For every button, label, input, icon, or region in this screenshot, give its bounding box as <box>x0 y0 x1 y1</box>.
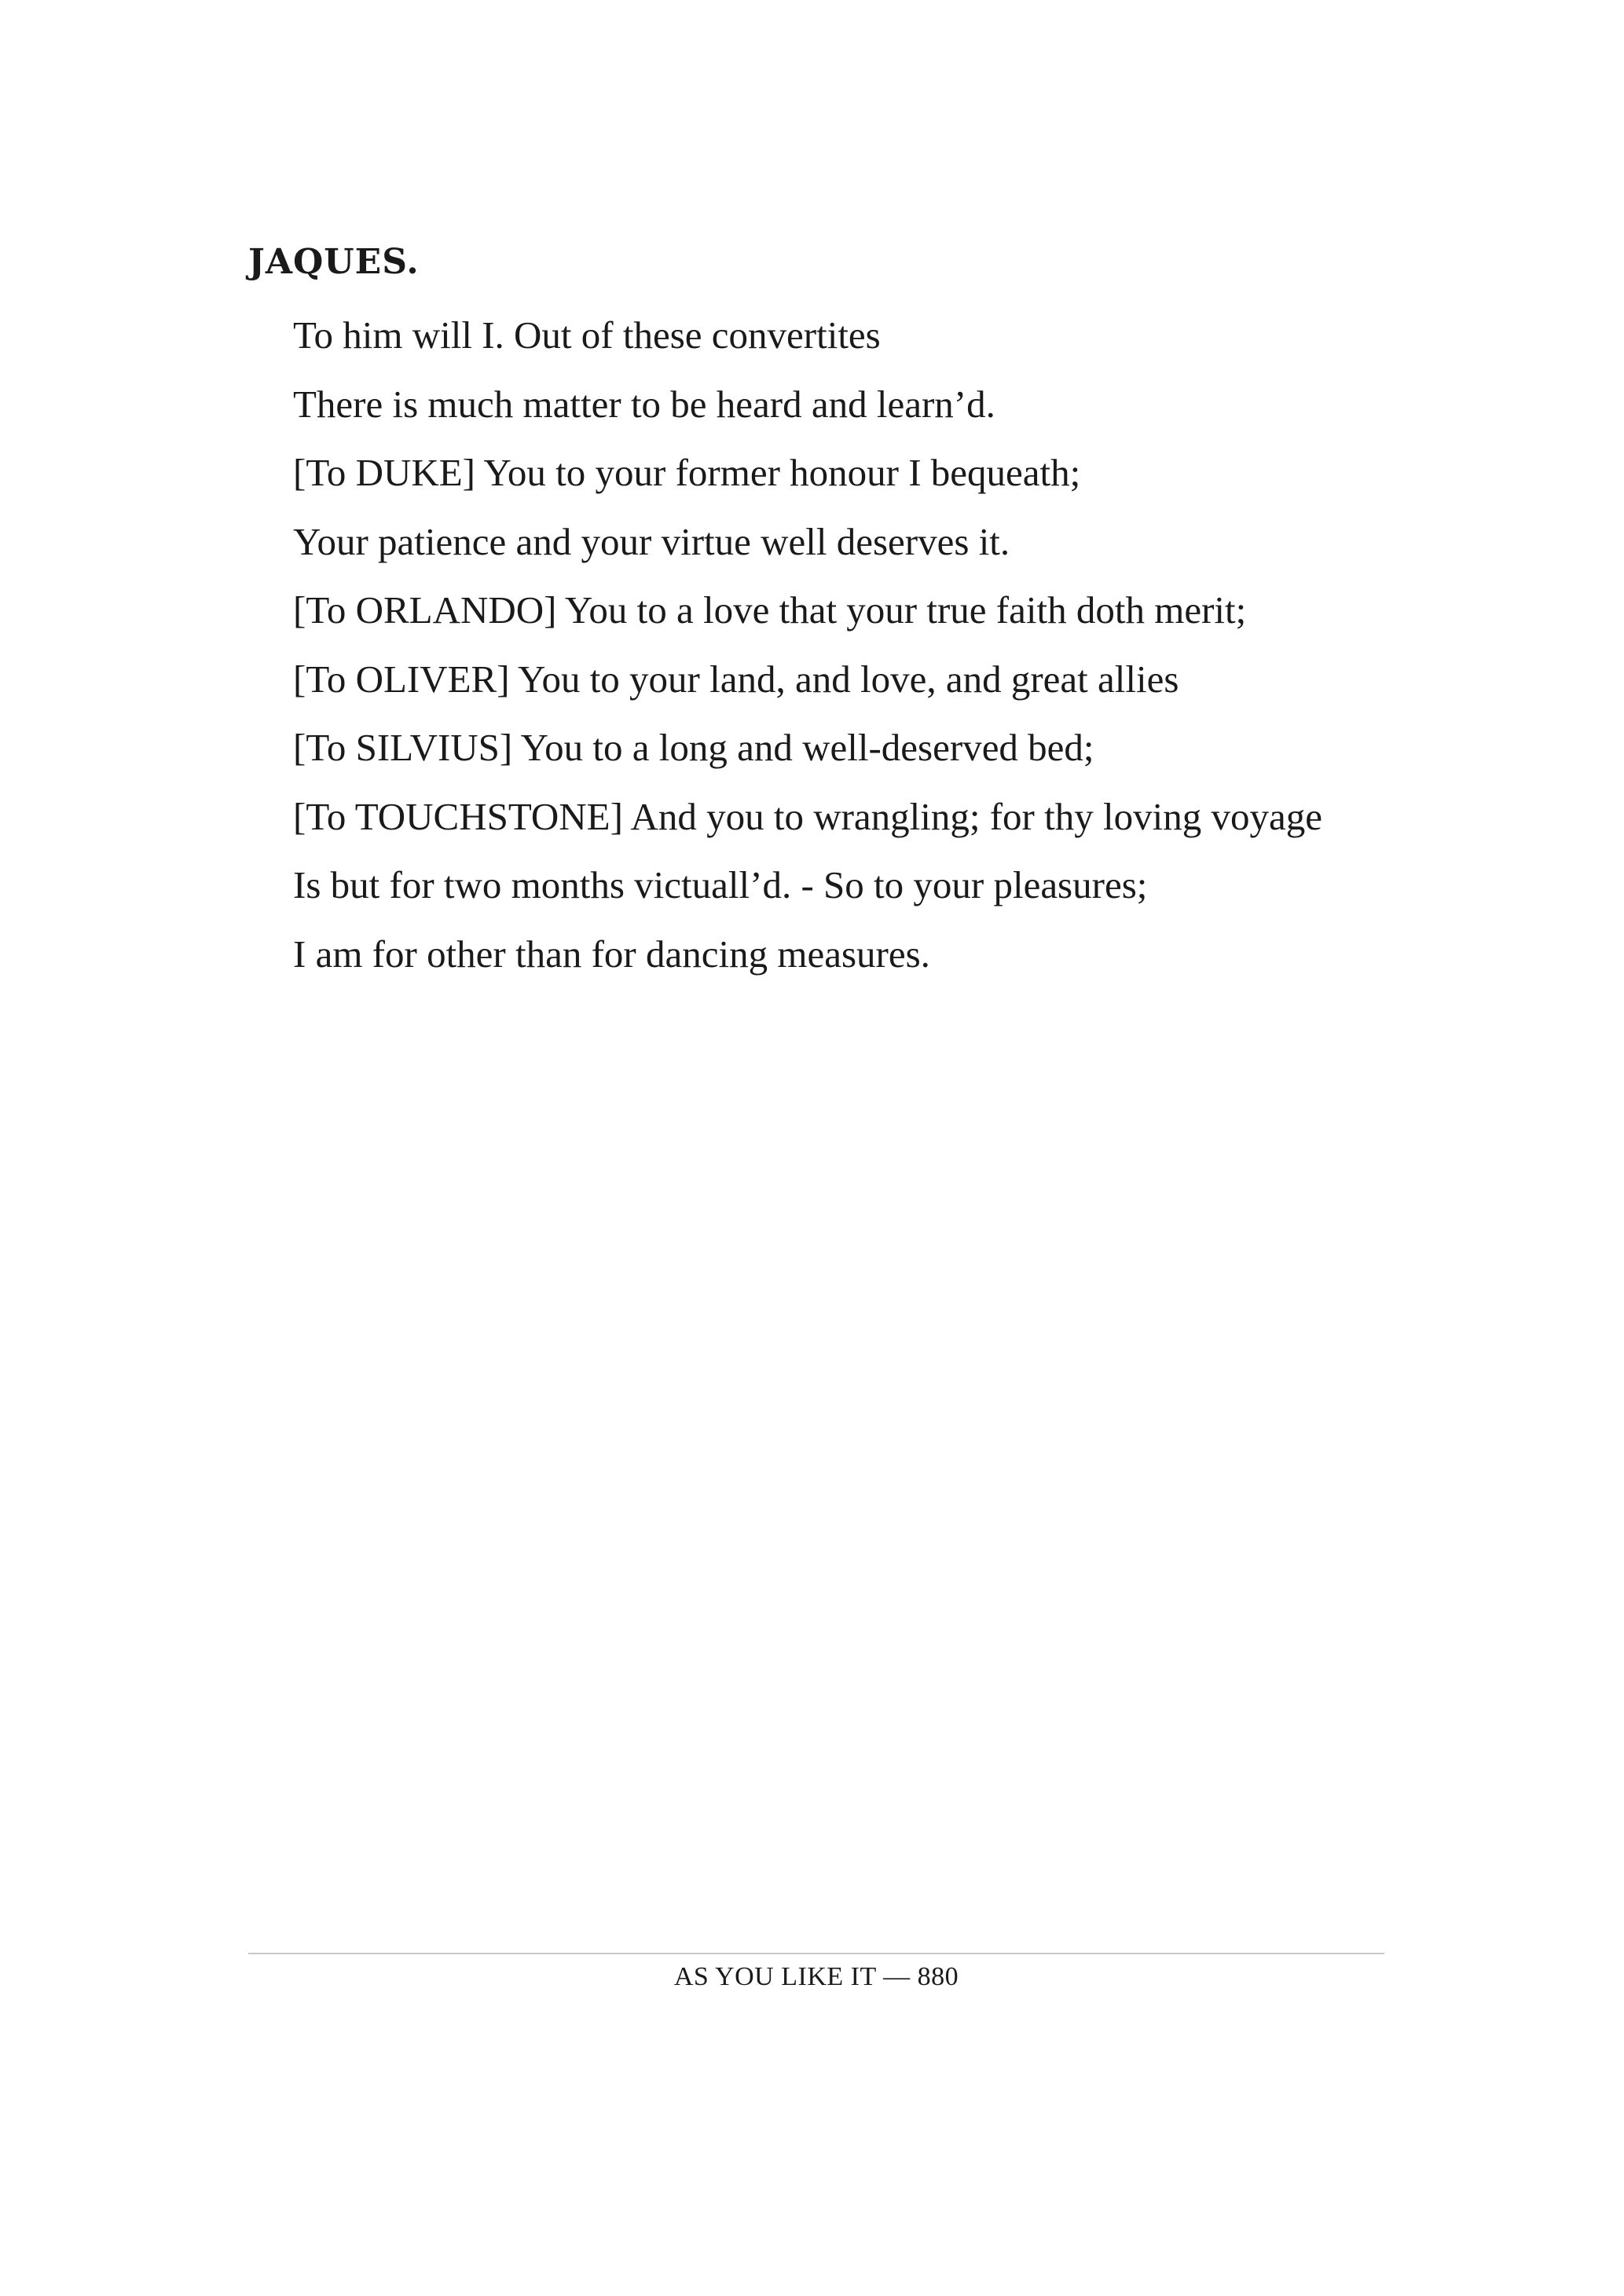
speaker-name: JAQUES. <box>248 242 420 282</box>
verse-line: I am for other than for dancing measures. <box>293 932 930 976</box>
footer-divider <box>248 1953 1384 1954</box>
verse-line: [To OLIVER] You to your land, and love, and great allies <box>293 657 1179 701</box>
verse-line: [To TOUCHSTONE] And you to wrangling; for thy loving voyage <box>293 794 1322 838</box>
verse-line: [To DUKE] You to your former honour I bequeath; <box>293 451 1081 494</box>
verse-line: Is but for two months victuall’d. - So to your pleasures; <box>293 863 1148 906</box>
verse-block <box>293 308 1322 995</box>
verse-line: [To SILVIUS] You to a long and well-deserved bed; <box>293 726 1094 769</box>
verse-line: To him will I. Out of these convertites <box>293 313 881 357</box>
verse-line: There is much matter to be heard and learn’d. <box>293 382 995 426</box>
verse-line: [To ORLANDO] You to a love that your true faith doth merit; <box>293 588 1247 632</box>
verse-line: Your patience and your virtue well deserves it. <box>293 519 1010 563</box>
page-footer: AS YOU LIKE IT — 880 <box>673 1962 959 1991</box>
